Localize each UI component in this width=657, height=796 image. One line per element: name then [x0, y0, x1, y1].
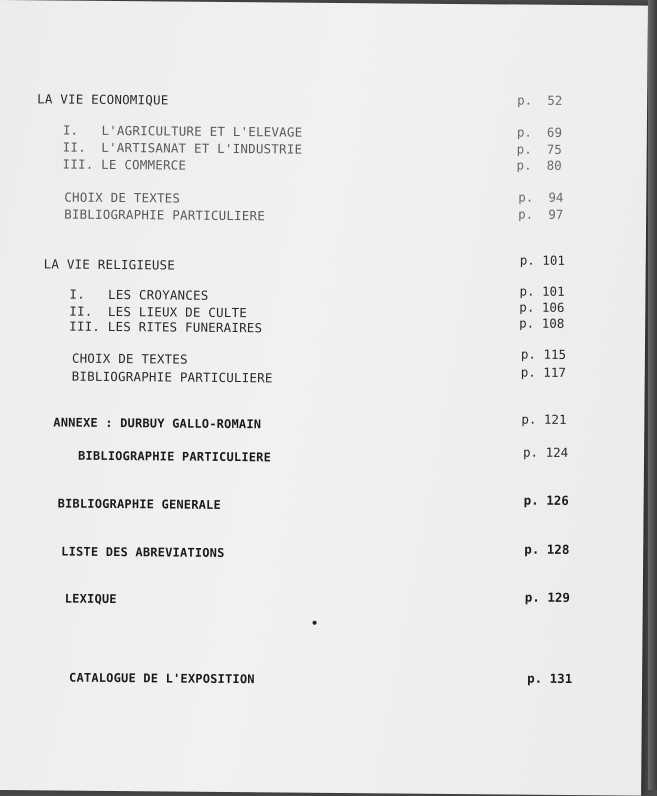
- toc-entry: BIBLIOGRAPHIE PARTICULIERE: [71, 368, 273, 386]
- toc-entry: BIBLIOGRAPHIE PARTICULIERE: [77, 448, 272, 465]
- section-title-abreviations: LISTE DES ABREVIATIONS: [61, 544, 225, 560]
- section-title-lexique: LEXIQUE: [64, 591, 117, 607]
- page-number: p. 101: [519, 283, 565, 299]
- page-number: p. 128: [524, 541, 570, 557]
- page-number: p. 75: [516, 141, 562, 157]
- toc-entry: CHOIX DE TEXTES: [71, 350, 188, 367]
- page-edge-shadow: [648, 0, 657, 790]
- page-number: p. 52: [517, 92, 563, 108]
- toc-entry: CHOIX DE TEXTES: [64, 189, 181, 206]
- page-number: p. 69: [516, 124, 563, 140]
- page-number: p. 80: [516, 157, 562, 173]
- ink-dot: [313, 621, 317, 625]
- section-title-annexe: ANNEXE : DURBUY GALLO-ROMAIN: [53, 415, 262, 432]
- page-number: p. 124: [523, 444, 569, 460]
- section-title-economique: LA VIE ECONOMIQUE: [37, 91, 169, 108]
- page-number: p. 108: [519, 315, 565, 331]
- toc-entry: I. LES CROYANCES: [69, 286, 209, 303]
- page-number: p. 117: [520, 364, 566, 380]
- page-number: p. 106: [519, 299, 565, 315]
- toc-entry: II. L'ARTISANAT ET L'INDUSTRIE: [62, 139, 303, 157]
- toc-entry: I. L'AGRICULTURE ET L'ELEVAGE: [62, 122, 303, 140]
- page-number: p. 131: [527, 670, 573, 687]
- page-number: p. 115: [520, 346, 567, 362]
- section-title-bibliographie: BIBLIOGRAPHIE GENERALE: [57, 496, 222, 512]
- toc-entry: II. LES LIEUX DE CULTE: [69, 303, 248, 321]
- toc-entry: BIBLIOGRAPHIE PARTICULIERE: [64, 206, 266, 224]
- page-number: p. 101: [519, 252, 565, 268]
- page-number: p. 97: [518, 206, 564, 222]
- toc-entry: III. LE COMMERCE: [62, 156, 187, 173]
- section-title-catalogue: CATALOGUE DE L'EXPOSITION: [69, 670, 255, 687]
- page-number: p. 126: [523, 492, 569, 508]
- page-number: p. 129: [524, 589, 571, 605]
- page-number: p. 121: [521, 411, 567, 427]
- toc-entry: III. LES RITES FUNERAIRES: [69, 318, 263, 336]
- page-number: p. 94: [518, 189, 564, 205]
- section-title-religieuse: LA VIE RELIGIEUSE: [43, 256, 176, 273]
